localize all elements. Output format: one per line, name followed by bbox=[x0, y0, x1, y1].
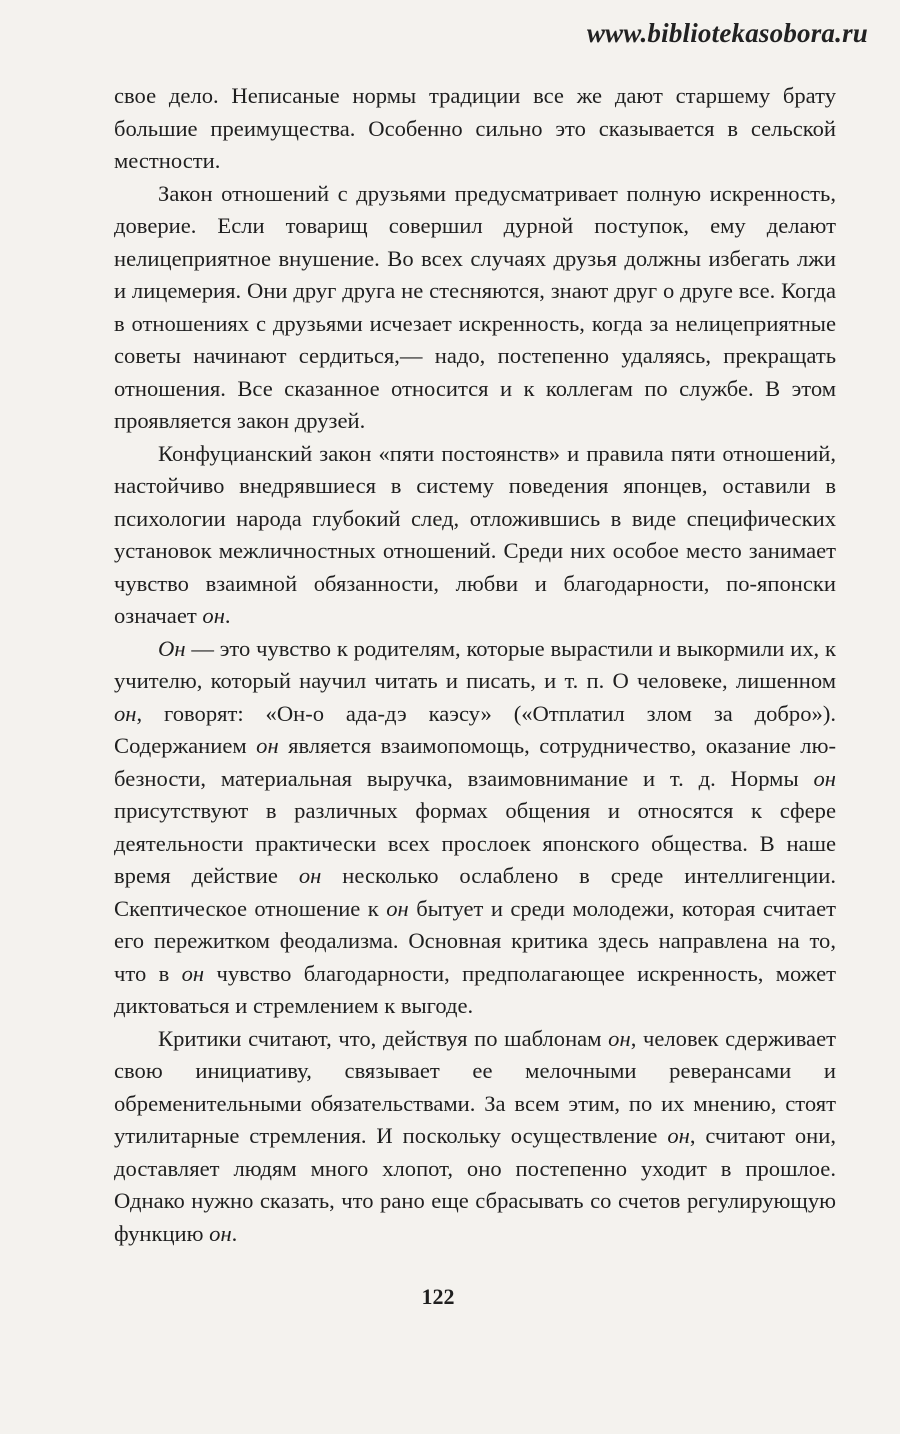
page-number-container bbox=[0, 1284, 900, 1310]
paragraph bbox=[114, 438, 836, 633]
text-run: , говорят: «Он-о ада-дэ каэсу» («Отплатил злом за добро»). Содержанием bbox=[114, 700, 836, 758]
italic-term: он bbox=[608, 1025, 631, 1051]
text-run: Критики считают, что, действуя по шаблонам bbox=[158, 1025, 609, 1051]
italic-term: он bbox=[667, 1123, 690, 1148]
text-run: чувство благодарности, предполагающее искренность, может диктоваться и стремлением к выгоде. bbox=[114, 960, 836, 1018]
text-run: . bbox=[224, 603, 231, 628]
italic-term: он bbox=[114, 700, 137, 726]
text-run: Закон отношений с друзьями предусматривает полную искренность, доверие. Если товарищ совершил дурной поступок, ему делают нелицеприятное внушение. Во всех случаях друзья должны избегать лжи и лицемерия. Они друг друга не стесняются, знают друг о друге все. Когда в отношениях с друзьями исчезает искренность, когда за нелицеприятные советы начинают сердиться,— надо, постепенно удаляясь, прекращать отношения. Все сказанное относится и к коллегам по службе. В этом проявляется закон друзей. bbox=[114, 180, 836, 433]
page-number: 122 bbox=[421, 1284, 455, 1309]
paragraph bbox=[114, 1023, 836, 1251]
italic-term: он bbox=[386, 895, 409, 921]
text-run: свое дело. Неписаные нормы традиции все же дают старшему брату большие преимущества. Особенно сильно это сказывается в сельской местности. bbox=[114, 83, 836, 173]
italic-term: Он bbox=[158, 635, 186, 661]
text-run: . bbox=[231, 1220, 238, 1246]
italic-term: он bbox=[298, 863, 322, 888]
text-run: присутствуют в различных формах общения и относятся к сфере деятельности практически всех прослоек японского общества. В наше время действие bbox=[114, 798, 836, 888]
italic-term: он bbox=[202, 603, 225, 628]
italic-term: он bbox=[256, 733, 279, 758]
text-run: — это чувство к родителям, которые вырастили и выкормили их, к учителю, который научил читать и писать, и т. п. О человеке, лишенном bbox=[114, 635, 836, 693]
text-run: является взаимопомощь, сотрудничество, оказание любезности, материальная выручка, взаимовнимание и т. д. Нормы bbox=[114, 733, 836, 791]
italic-term: он bbox=[181, 960, 205, 986]
text-run: бытует и среди молодежи, которая считает его пережитком феодализма. Основная критика здесь направлена на то, что в bbox=[114, 895, 836, 986]
text-run: несколько ослаблено в среде интеллигенции. Скептическое отношение к bbox=[114, 863, 836, 921]
text-run: Конфуцианский закон «пяти постоянств» и правила пяти отношений, настойчиво внедрявшиеся в систему поведения японцев, оставили в психологии народа глубокий след, отложившись в виде специфических установок межличностных отношений. Среди них особое место занимает чувство взаимной обязанности, любви и благодарности, по-японски означает bbox=[114, 440, 836, 628]
text-run: , считают они, доставляет людям много хлопот, оно постепенно уходит в прошлое. Однако нужно сказать, что рано еще сбрасывать со счетов регулирующую функцию bbox=[114, 1123, 836, 1246]
paragraph bbox=[114, 633, 836, 1023]
body-text bbox=[114, 80, 836, 1250]
italic-term: он bbox=[209, 1220, 232, 1246]
paragraph bbox=[114, 178, 836, 438]
text-run: , человек сдерживает свою инициативу, связывает ее мелочными реверансами и обременительными обязательствами. За всем этим, по их мнению, стоят утилитарные стремления. И поскольку осуществление bbox=[114, 1025, 836, 1148]
italic-term: он bbox=[813, 765, 836, 791]
paragraph bbox=[114, 80, 836, 178]
watermark-url: www.bibliotekasobora.ru bbox=[586, 18, 868, 48]
